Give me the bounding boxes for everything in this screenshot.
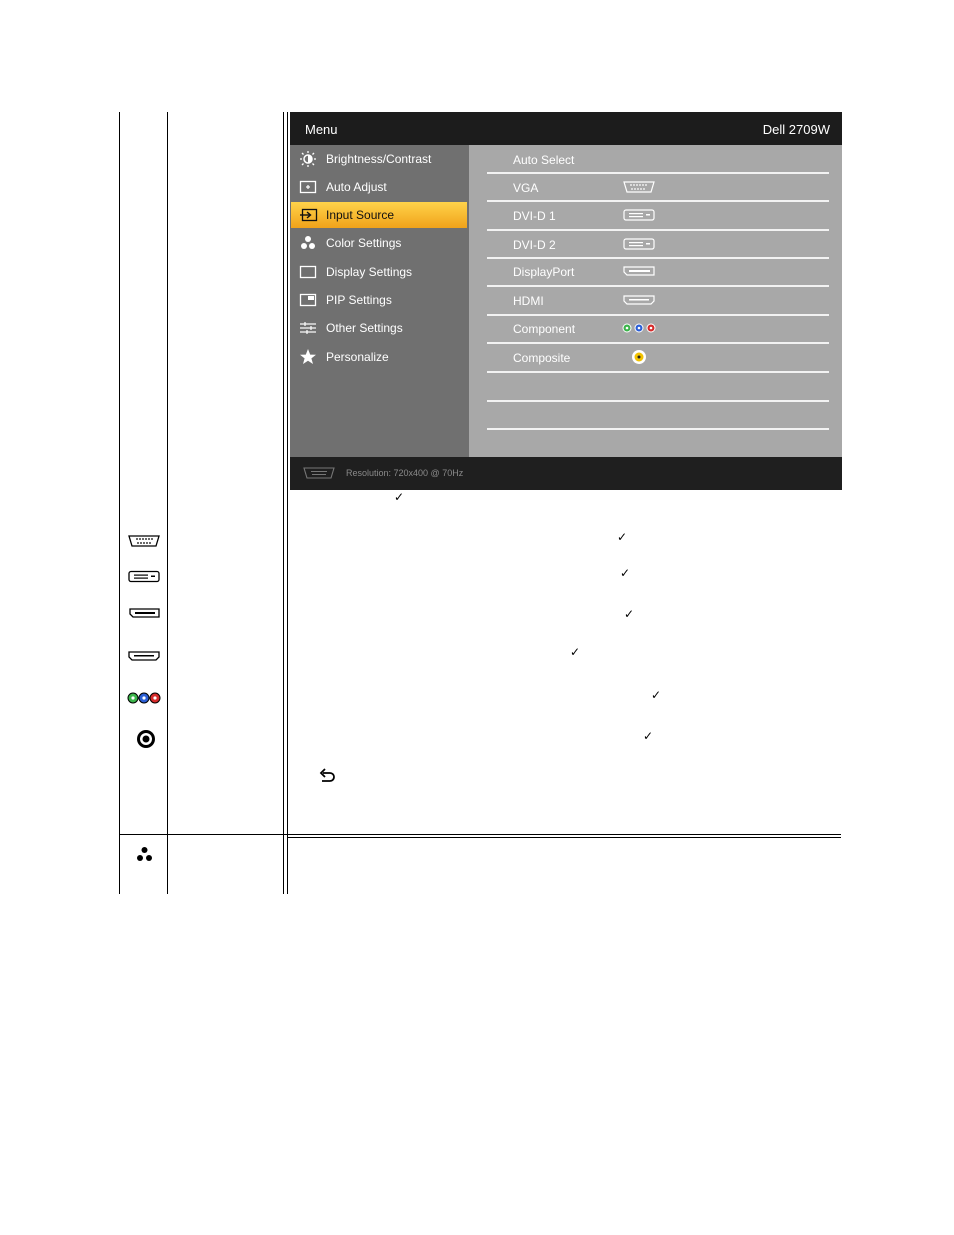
menu-item-input-source[interactable] (291, 202, 467, 228)
color-settings-icon (299, 235, 317, 251)
source-label: DVI-D 1 (513, 209, 556, 223)
osd-model: Dell 2709W (762, 122, 830, 137)
checkmark: ✓ (620, 566, 631, 580)
divider (487, 428, 829, 430)
osd-title: Menu (305, 122, 338, 137)
composite-connector-icon (136, 729, 156, 749)
color-settings-icon (136, 846, 153, 862)
vga-connector-icon (302, 467, 336, 479)
table-border-col2 (283, 112, 284, 894)
checkmark: ✓ (651, 688, 662, 702)
source-auto-select[interactable] (487, 145, 829, 173)
component-connector-icon (621, 321, 657, 335)
menu-item-auto-adjust[interactable] (290, 174, 469, 200)
component-connector-icon (127, 691, 161, 705)
composite-connector-icon (621, 347, 657, 367)
menu-item-label: Color Settings (326, 236, 402, 250)
checkmark: ✓ (643, 729, 654, 743)
source-displayport[interactable] (487, 257, 829, 285)
checkmark: ✓ (570, 645, 581, 659)
source-label: HDMI (513, 294, 544, 308)
displayport-connector-icon (621, 264, 657, 278)
hdmi-connector-icon (128, 650, 160, 662)
dvi-connector-icon (127, 570, 161, 583)
source-label: DVI-D 2 (513, 238, 556, 252)
checkmark: ✓ (617, 530, 628, 544)
other-settings-icon (299, 320, 317, 336)
dvi-connector-icon (621, 208, 657, 222)
source-label: DisplayPort (513, 265, 575, 279)
checkmark: ✓ (624, 607, 635, 621)
source-label: Auto Select (513, 153, 575, 167)
menu-item-label: Display Settings (326, 265, 413, 279)
table-row-divider-2 (287, 837, 841, 838)
menu-item-other-settings[interactable] (290, 315, 469, 341)
vga-connector-icon (621, 180, 657, 194)
source-component[interactable] (487, 314, 829, 342)
source-dvi-d-1[interactable] (487, 201, 829, 229)
table-border-col1 (167, 112, 168, 894)
menu-item-label: Brightness/Contrast (326, 152, 432, 166)
pip-settings-icon (299, 292, 317, 308)
menu-item-label: Other Settings (326, 321, 403, 335)
menu-item-display-settings[interactable] (290, 259, 469, 285)
source-label: VGA (513, 181, 539, 195)
table-row-divider (119, 834, 841, 835)
hdmi-connector-icon (621, 293, 657, 307)
menu-item-label: PIP Settings (326, 293, 392, 307)
displayport-connector-icon (129, 607, 160, 619)
source-composite[interactable] (487, 343, 829, 371)
osd-menu (290, 112, 842, 490)
display-settings-icon (299, 264, 317, 280)
menu-item-brightness-contrast[interactable] (290, 146, 469, 172)
vga-connector-icon (127, 534, 161, 548)
star-icon (299, 349, 317, 365)
menu-item-pip-settings[interactable] (290, 287, 469, 313)
auto-adjust-icon (299, 179, 317, 195)
source-label: Component (513, 322, 576, 336)
dvi-connector-icon (621, 237, 657, 251)
menu-item-label: Auto Adjust (326, 180, 387, 194)
table-border-col2b (287, 112, 288, 894)
menu-item-personalize[interactable] (290, 344, 469, 370)
menu-item-label: Input Source (326, 208, 395, 222)
source-hdmi[interactable] (487, 286, 829, 314)
back-arrow-icon (318, 766, 336, 784)
brightness-icon (299, 151, 317, 167)
source-vga[interactable] (487, 173, 829, 201)
menu-item-color-settings[interactable] (290, 230, 469, 256)
source-dvi-d-2[interactable] (487, 230, 829, 258)
menu-item-label: Personalize (326, 350, 389, 364)
osd-header (290, 112, 842, 145)
table-border-left (119, 112, 120, 894)
osd-submenu-input-source (469, 145, 842, 457)
input-source-icon (300, 207, 318, 223)
source-label: Composite (513, 351, 571, 365)
osd-footer (290, 457, 842, 490)
checkmark: ✓ (394, 490, 405, 504)
divider (487, 371, 829, 373)
resolution-status: Resolution: 720x400 @ 70Hz (346, 468, 464, 478)
osd-main-menu (290, 145, 469, 457)
divider (487, 400, 829, 402)
